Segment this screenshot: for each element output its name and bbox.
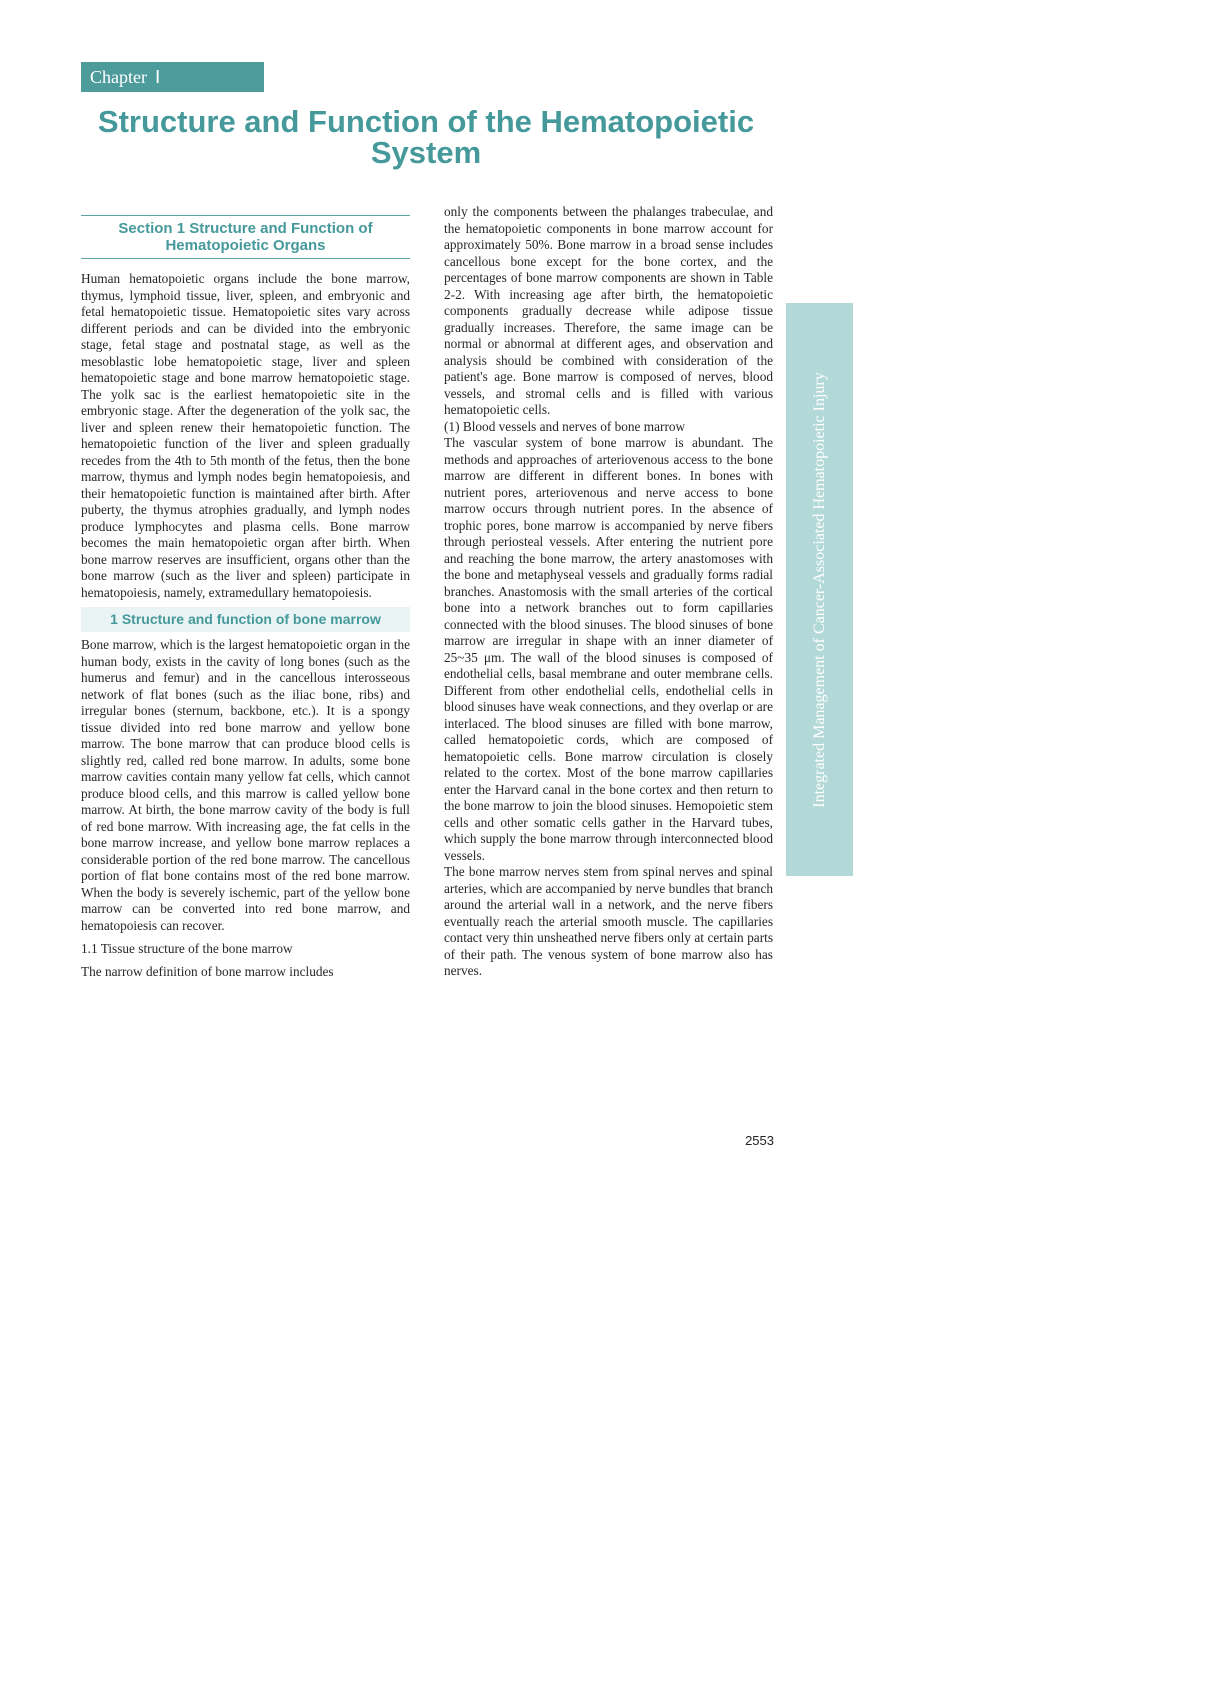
bone-marrow-subheading: 1 Structure and function of bone marrow: [81, 607, 410, 632]
left-column: [81, 271, 410, 980]
page-number: 2553: [745, 1133, 774, 1148]
page-title-line1: Structure and Function of the Hematopoietic: [97, 104, 755, 139]
tissue-structure-heading: 1.1 Tissue structure of the bone marrow: [81, 941, 293, 956]
section-heading-line1: Section 1 Structure and Function of: [118, 220, 373, 237]
page-title-line2: System: [370, 135, 482, 170]
tissue-structure-paragraph: The narrow definition of bone marrow includes: [81, 963, 334, 979]
side-band-text: Integrated Management of Cancer-Associated Hematopoietic Injury: [810, 371, 828, 808]
bone-marrow-paragraph: Bone marrow, which is the largest hematopoietic organ in the human body, exists in the cavity of long bones (such as the humerus and femur) and in the cancellous interosseous network of flat bones (such as the iliac bone, ribs) and irregular bones (sternum, backbone, etc.). It is a spongy tissue divided into red bone marrow and yellow bone marrow. The bone marrow that can produce blood cells is slightly red, called red bone marrow. In adults, some bone marrow cavities contain many yellow fat cells, which cannot produce blood cells, and this marrow is called yellow bone marrow. At birth, the bone marrow cavity of the body is full of red bone marrow. With increasing age, the fat cells in the bone marrow increase, and yellow bone marrow replaces a considerable portion of the red bone marrow. The cancellous portion of flat bone contains most of the red bone marrow. When the body is severely ischemic, part of the yellow bone marrow can be converted into red bone marrow, and hematopoiesis can recover.: [81, 637, 410, 933]
blood-vessels-heading: (1) Blood vessels and nerves of bone marrow: [444, 418, 686, 434]
page-title: [81, 106, 771, 168]
intro-paragraph: Human hematopoietic organs include the bone marrow, thymus, lymphoid tissue, liver, spleen, and embryonic and fetal hematopoietic tissue. Hematopoietic sites vary across different periods and can be divided into the embryonic stage, fetal stage and postnatal stage, as well as the mesoblastic lobe hematopoietic stage, liver and spleen hematopoietic stage and bone marrow hematopoietic stage. The yolk sac is the earliest hematopoietic site in the embryonic stage. After the degeneration of the yolk sac, the liver and spleen renew their hematopoietic function. The hematopoietic function of the liver and spleen gradually recedes from the 4th to 5th month of the fetus, then the bone marrow, thymus and lymph nodes begin hematopoiesis, and their hematopoietic function is maintained after birth. After puberty, the thymus atrophies gradually, and lymph nodes produce lymphocytes and plasma cells. Bone marrow becomes the main hematopoietic organ after birth. When bone marrow reserves are insufficient, organs other than the bone marrow (such as the liver and spleen) participate in hematopoiesis, namely, extramedullary hematopoiesis.: [81, 271, 410, 600]
vascular-system-paragraph: The vascular system of bone marrow is abundant. The methods and approaches of arteriovenous access to the bone marrow are different in different bones. In bones with nutrient pores, arteriovenous and nerve access to bone marrow occurs through nutrient pores. In the absence of trophic pores, bone marrow is accompanied by nerve fibers through periosteal vessels. After entering the nutrient pore and reaching the bone marrow, the artery anastomoses with the bone and metaphyseal vessels and gradually forms radial branches. Anastomosis with the small arteries of the cortical bone into a network branches out to form capillaries connected with the blood sinuses. The blood sinuses of bone marrow are irregular in shape with an inner diameter of 25~35 μm. The wall of the blood sinuses is composed of endothelial cells, basal membrane and outer membrane cells. Different from other endothelial cells, endothelial cells in blood sinuses have weak connections, and they overlap or are interlaced. The blood sinuses are filled with bone marrow, called hematopoietic cords, which are composed of hematopoietic cells. Bone marrow circulation is closely related to the cortex. Most of the bone marrow capillaries enter the Harvard canal in the bone cortex and then return to the bone marrow to join the blood sinuses. Hemopoietic stem cells and other somatic cells gather in the Harvard tubes, which supply the bone marrow through interconnected blood vessels.: [444, 435, 773, 863]
right-column: [444, 204, 773, 980]
side-band: [786, 303, 853, 876]
chapter-label: Chapter: [90, 67, 147, 87]
bone-marrow-components-paragraph: only the components between the phalanges trabeculae, and the hematopoietic components in bone marrow account for approximately 50%. Bone marrow in a broad sense includes cancellous bone except for the bone cortex, and the percentages of bone marrow components are shown in Table 2-2. With increasing age after birth, the hematopoietic components gradually decrease while adipose tissue gradually increases. Therefore, the same image can be normal or abnormal at different ages, and observation and analysis should be combined with consideration of the patient's age. Bone marrow is composed of nerves, blood vessels, and stromal cells and is filled with various hematopoietic cells.: [444, 204, 773, 417]
chapter-label-box: [81, 62, 264, 92]
nerves-paragraph: The bone marrow nerves stem from spinal nerves and spinal arteries, which are accompanied by nerve bundles that branch around the arterial wall in a network, and the nerve fibers eventually reach the arterial smooth muscle. The capillaries contact very thin unsheathed nerve fibers only at certain parts of their path. The venous system of bone marrow also has nerves.: [444, 864, 773, 978]
chapter-numeral: Ⅰ: [154, 67, 161, 87]
section-heading-line2: Hematopoietic Organs: [165, 237, 326, 254]
section-heading: [81, 215, 410, 259]
